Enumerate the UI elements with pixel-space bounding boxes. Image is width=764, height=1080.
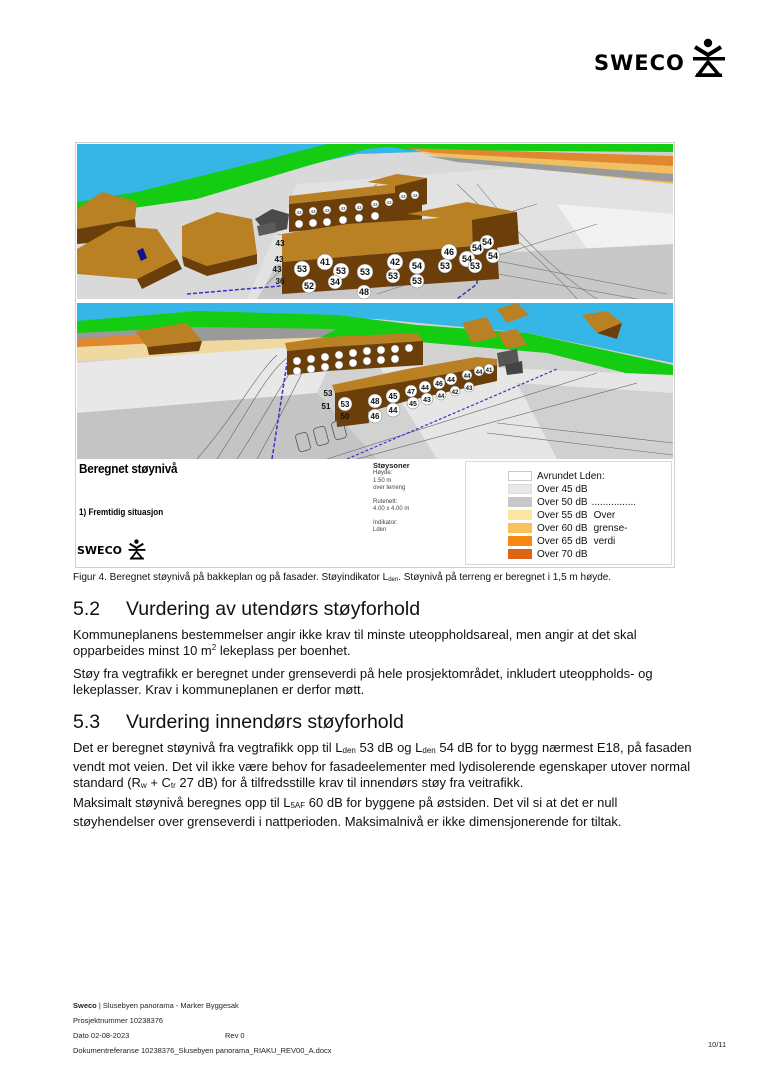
paragraph: Støy fra vegtrafikk er beregnet under grenseverdi på hele prosjektområdet, inkludert uteoppholds- og lekeplasser. Krav i kommuneplanen er derfor møtt.	[73, 666, 653, 697]
svg-text:53: 53	[439, 261, 451, 271]
figure-title: Beregnet støynivå	[79, 461, 178, 476]
subscript: den	[422, 746, 436, 755]
footer-doc-ref: Dokumentreferanse 10238376_Slusebyen panorama_RIAKU_REV00_A.docx	[73, 1046, 332, 1055]
svg-text:43: 43	[372, 202, 378, 207]
legend-note: grense-	[593, 522, 628, 534]
svg-text:34: 34	[329, 277, 341, 287]
svg-text:53: 53	[323, 389, 333, 398]
section-heading-5-3	[73, 711, 404, 734]
legend-note: verdi	[593, 535, 616, 547]
svg-text:45: 45	[409, 401, 417, 408]
svg-text:43: 43	[324, 208, 330, 213]
figure-legend-area	[77, 461, 673, 566]
svg-text:46: 46	[370, 412, 380, 421]
indicator-label: Indikator:	[373, 519, 398, 526]
sweco-logo	[594, 38, 728, 80]
noise-zone-heading: Støysoner	[373, 461, 410, 470]
legend-swatch	[508, 549, 532, 559]
text: lekeplass per boenhet.	[216, 643, 351, 658]
height-label: Høyde:	[373, 470, 393, 476]
paragraph	[73, 740, 693, 794]
svg-text:44: 44	[437, 394, 445, 400]
subscript: 5AF	[290, 801, 306, 810]
noise-map-3d-view-2	[77, 303, 673, 459]
legend-swatch	[508, 523, 532, 533]
legend-label: Avrundet Lden:	[537, 470, 605, 482]
sweco-figure-icon	[128, 539, 146, 560]
footer-project-line	[73, 998, 332, 1013]
legend-row	[508, 509, 615, 521]
footer-company: Sweco	[73, 1001, 97, 1010]
noise-map-figure	[75, 142, 675, 568]
svg-text:54: 54	[461, 254, 473, 264]
footer-date-line	[73, 1028, 332, 1043]
text: Maksimalt støynivå beregnes opp til L	[73, 795, 291, 810]
text: Kommuneplanens bestemmelser angir ikke krav til minste uteoppholdsareal, men angir at det skal opparbeides minst 10 m	[73, 627, 637, 658]
paragraph	[73, 795, 693, 830]
figure-subtitle: 1) Fremtidig situasjon	[79, 507, 164, 517]
svg-text:41: 41	[485, 368, 493, 374]
svg-text:53: 53	[340, 400, 350, 409]
svg-text:44: 44	[421, 385, 429, 392]
text: Det er beregnet støynivå fra vegtrafikk opp til L	[73, 740, 343, 755]
legend-label: Over 50 dB	[537, 496, 588, 508]
svg-text:46: 46	[435, 381, 443, 388]
legend-row	[508, 496, 636, 508]
legend-label: Over 45 dB	[537, 483, 588, 495]
page-footer	[73, 998, 332, 1058]
svg-text:43: 43	[465, 386, 473, 392]
svg-text:51: 51	[321, 402, 331, 411]
svg-text:43: 43	[423, 397, 431, 404]
svg-text:44: 44	[447, 377, 455, 384]
svg-text:43: 43	[386, 200, 392, 205]
svg-text:53: 53	[411, 276, 423, 286]
figure-caption	[73, 572, 611, 583]
svg-text:53: 53	[359, 267, 371, 277]
legend-swatch	[508, 510, 532, 520]
paragraph	[73, 627, 693, 659]
svg-text:44: 44	[475, 370, 483, 376]
svg-text:43: 43	[296, 210, 302, 215]
svg-text:52: 52	[303, 281, 315, 291]
caption-text: Figur 4. Beregnet støynivå på bakkeplan og på fasader. Støyindikator L	[73, 572, 389, 583]
caption-text: . Støynivå på terreng er beregnet i 1,5 m høyde.	[398, 572, 612, 583]
svg-text:43: 43	[400, 194, 406, 199]
legend-label: Over 65 dB	[537, 535, 588, 547]
svg-text:43: 43	[356, 205, 362, 210]
legend-swatch	[508, 484, 532, 494]
superscript: 2	[211, 643, 217, 652]
svg-text:46: 46	[443, 247, 455, 257]
noise-map-3d-view-1	[77, 144, 673, 299]
svg-text:43: 43	[310, 209, 316, 214]
section-title: Vurdering innendørs støyforhold	[126, 711, 404, 733]
svg-text:41: 41	[319, 257, 331, 267]
text: 60 dB for byggene på østsiden. Det vil si at det er null støyhendelser over grenseverdi i nattperioden. Maksimalnivå er ikke dimensjonerende for tiltak.	[73, 795, 622, 829]
svg-text:36: 36	[275, 277, 285, 286]
noise-legend	[465, 461, 672, 565]
figure-logo-text: SWECO	[77, 544, 122, 557]
text: + C	[146, 775, 171, 790]
text: 53 dB og L	[355, 740, 423, 755]
svg-text:53: 53	[469, 261, 481, 271]
legend-label: Over 55 dB	[537, 509, 588, 521]
page-number: 10/11	[708, 1040, 727, 1049]
footer-project: | Slusebyen panorama - Marker Byggesak	[96, 1001, 239, 1010]
svg-text:43: 43	[412, 193, 418, 198]
svg-text:53: 53	[387, 271, 399, 281]
legend-swatch	[508, 497, 532, 507]
indicator-value: Lden	[373, 527, 387, 533]
svg-text:53: 53	[296, 264, 308, 274]
grid-label: Rutenett:	[373, 498, 398, 505]
svg-text:53: 53	[335, 266, 347, 276]
svg-text:48: 48	[370, 397, 380, 406]
legend-swatch	[508, 536, 532, 546]
svg-text:42: 42	[451, 390, 459, 396]
height-note: over terreng	[373, 485, 406, 491]
svg-text:45: 45	[388, 392, 398, 401]
svg-text:54: 54	[487, 251, 499, 261]
svg-text:43: 43	[340, 206, 346, 211]
legend-row	[508, 548, 588, 560]
footer-project-number: Prosjektnummer 10238376	[73, 1016, 164, 1025]
logo-text: SWECO	[594, 51, 685, 75]
sweco-figure-icon	[692, 38, 726, 78]
svg-text:47: 47	[407, 389, 415, 396]
svg-text:44: 44	[388, 406, 398, 415]
figure-sweco-logo	[77, 539, 157, 561]
legend-row	[508, 522, 628, 534]
legend-note: Over	[593, 509, 616, 521]
section-number: 5.3	[73, 711, 101, 733]
svg-text:50: 50	[340, 412, 350, 421]
subscript: tr	[170, 781, 176, 790]
legend-note: ................	[591, 496, 637, 508]
section-heading-5-2	[73, 598, 420, 621]
legend-label: Over 60 dB	[537, 522, 588, 534]
subscript: w	[140, 781, 147, 790]
text: 27 dB) for å tilfredsstille krav til innendørs støy fra veitrafikk.	[175, 775, 524, 790]
section-number: 5.2	[73, 598, 101, 620]
svg-text:54: 54	[471, 243, 483, 253]
svg-text:44: 44	[463, 374, 471, 380]
legend-row	[508, 535, 615, 547]
legend-label: Over 70 dB	[537, 548, 588, 560]
subscript: den	[342, 746, 356, 755]
svg-text:48: 48	[358, 287, 370, 297]
svg-text:43: 43	[274, 255, 284, 264]
caption-sub: den	[388, 577, 399, 583]
svg-text:54: 54	[481, 237, 493, 247]
svg-text:54: 54	[411, 261, 423, 271]
section-title: Vurdering av utendørs støyforhold	[126, 598, 421, 620]
svg-text:42: 42	[389, 257, 401, 267]
footer-rev: Rev 0	[225, 1031, 245, 1040]
svg-text:43: 43	[272, 265, 282, 274]
footer-date: Dato 02-08-2023	[73, 1031, 130, 1040]
svg-text:43: 43	[275, 239, 285, 248]
legend-row	[508, 483, 588, 495]
noise-zone-info	[373, 461, 410, 535]
legend-swatch	[508, 471, 532, 481]
legend-row	[508, 470, 605, 482]
height-value: 1.50 m	[373, 477, 392, 484]
grid-value: 4.00 x 4.00 m	[373, 506, 410, 512]
text: 54 dB for to bygg nærmest E18, på fasaden vendt mot veien. Det vil ikke være behov for fasadeelementer med lydisolerende egenskaper utover normal standard (R	[73, 740, 692, 790]
